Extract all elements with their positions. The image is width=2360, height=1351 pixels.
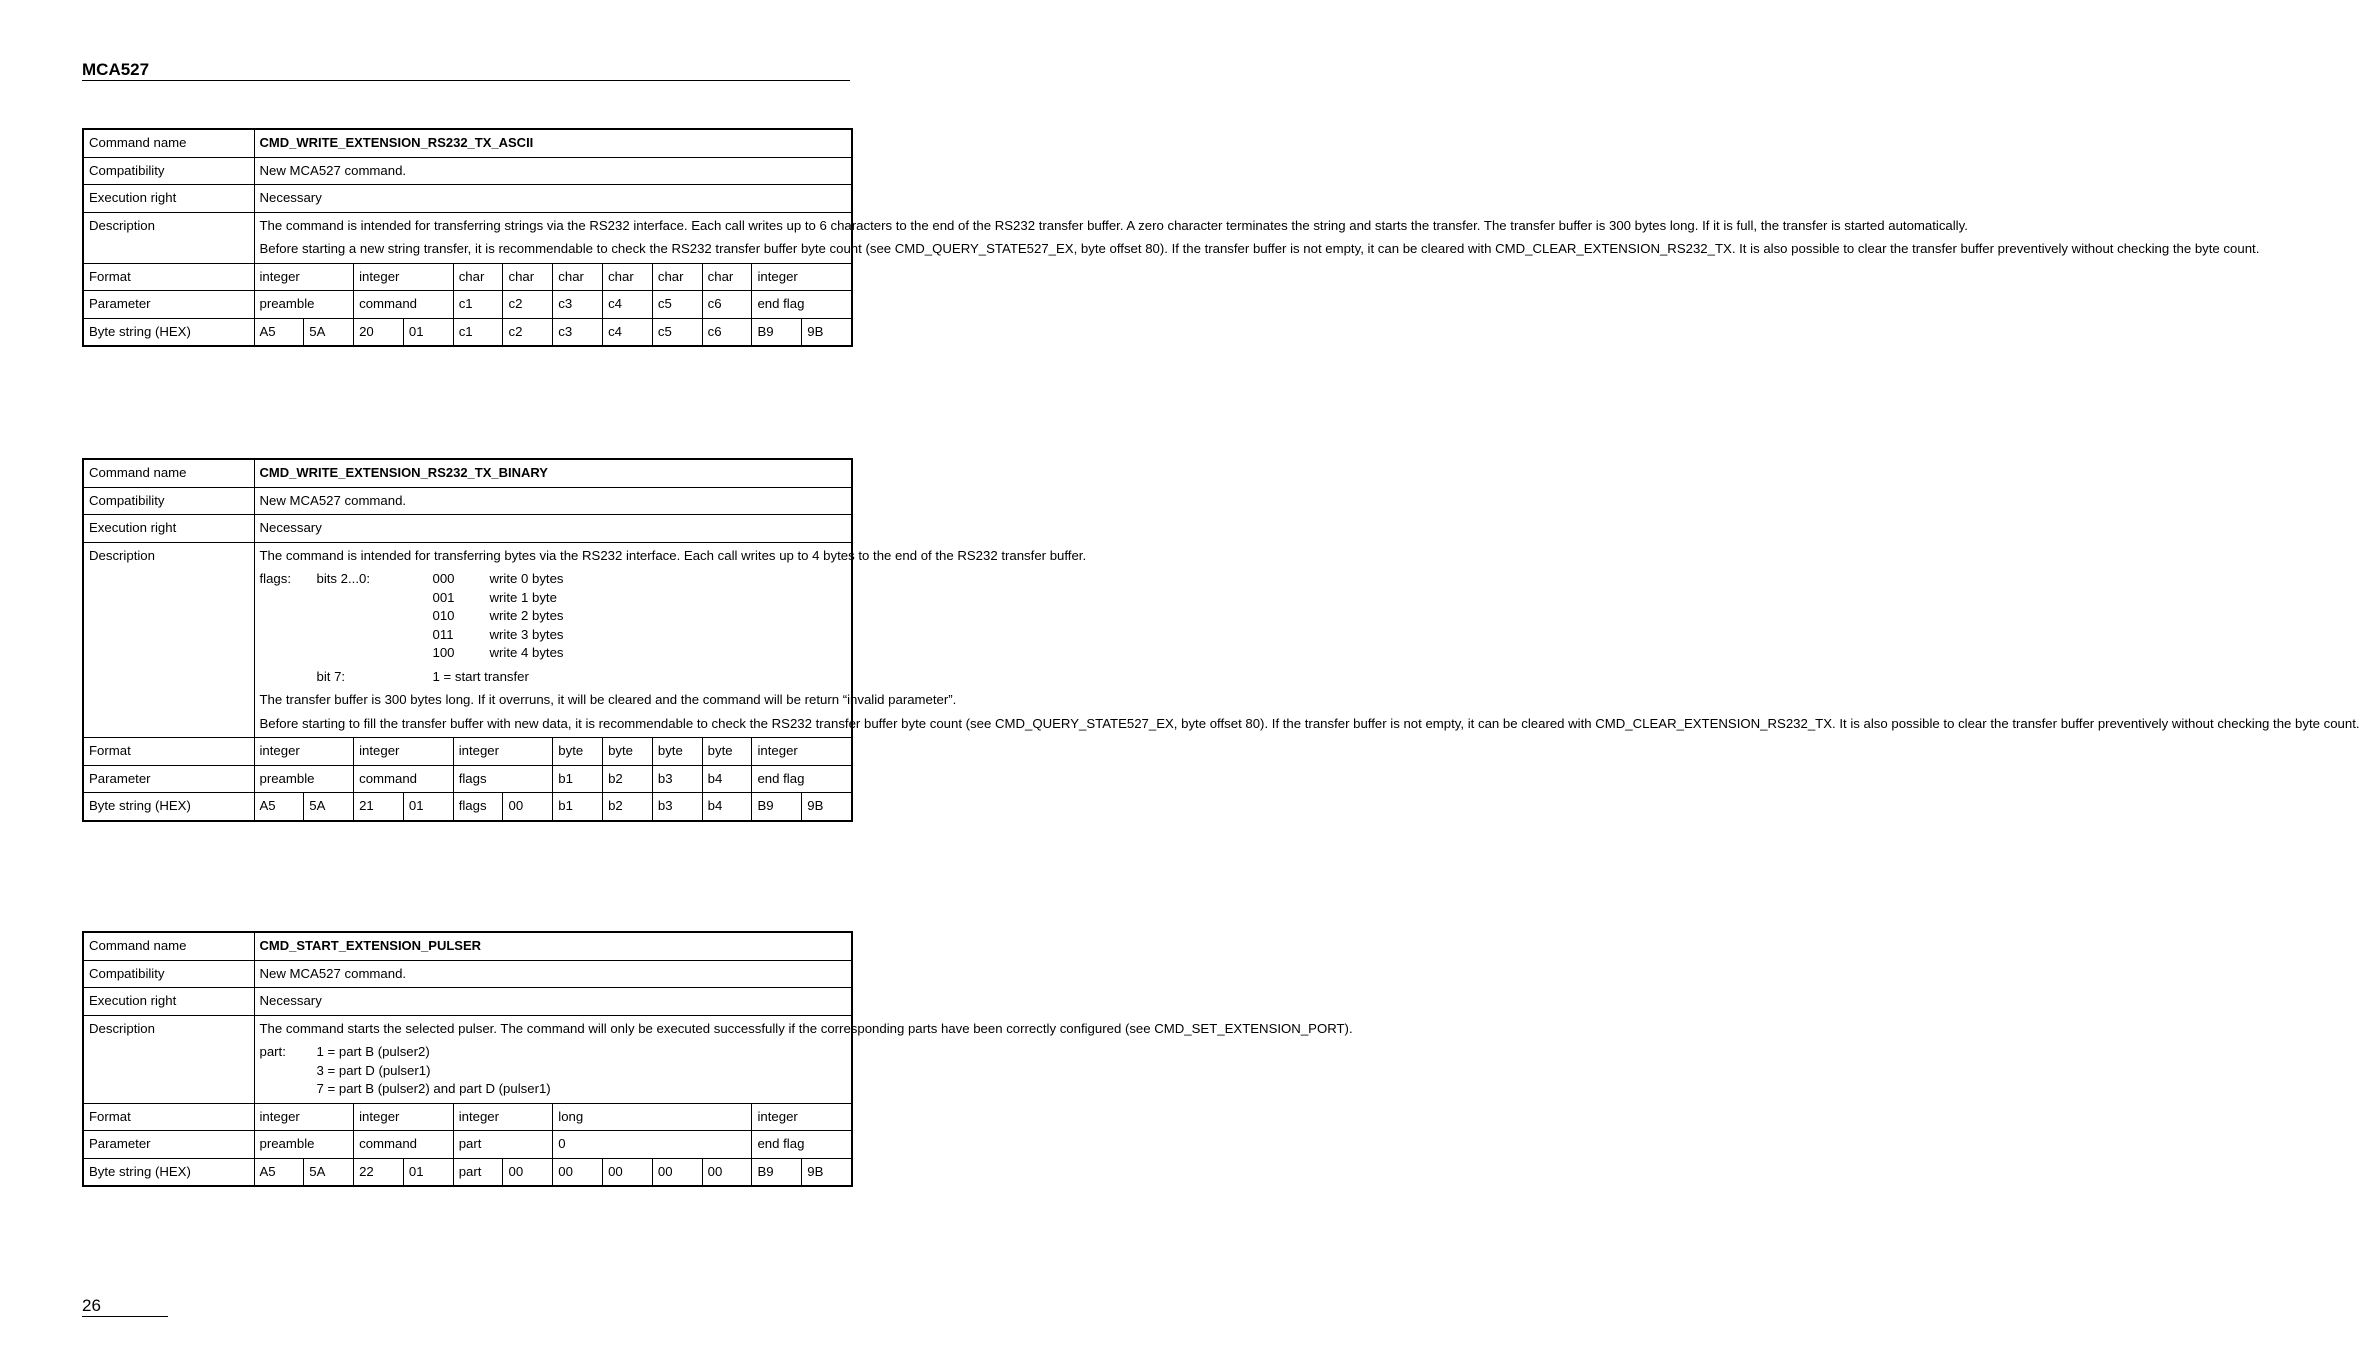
label-byte-string: Byte string (HEX) [83,318,254,346]
label-execution-right: Execution right [83,988,254,1016]
format-cell: char [702,263,752,291]
parameter-cell: c3 [553,291,603,319]
format-cell: integer [354,263,454,291]
bits-label: bits 2...0: [316,571,371,586]
parameter-cell: command [354,1131,454,1159]
page-number: 26 [82,1296,101,1315]
parameter-cell: part [453,1131,553,1159]
parameter-cell: c6 [702,291,752,319]
row-format [83,263,852,291]
byte-cell: b3 [652,793,702,821]
parameter-cell: command [354,291,454,319]
row-compatibility [83,487,852,515]
row-description [83,542,852,738]
flag-text: write 0 bytes [489,571,564,586]
command-table-start-pulser [82,931,1353,1187]
byte-cell: 00 [702,1158,752,1186]
byte-cell: c3 [553,318,603,346]
label-parameter: Parameter [83,291,254,319]
format-cell: integer [254,738,354,766]
flag-text: write 4 bytes [489,645,564,660]
parameter-cell: c4 [603,291,653,319]
command-name-value: CMD_WRITE_EXTENSION_RS232_TX_BINARY [254,459,852,487]
byte-cell: B9 [752,793,802,821]
compatibility-value: New MCA527 command. [254,157,852,185]
part-row: 3 = part D (pulser1) [316,1062,431,1078]
label-byte-string: Byte string (HEX) [83,1158,254,1186]
byte-cell: 21 [354,793,404,821]
byte-cell: 00 [503,793,553,821]
label-description: Description [83,1015,254,1103]
byte-cell: B9 [752,1158,802,1186]
parameter-cell: c5 [652,291,702,319]
row-compatibility [83,960,852,988]
row-format [83,1103,852,1131]
byte-cell: A5 [254,1158,304,1186]
row-format [83,738,852,766]
byte-cell: 9B [802,1158,852,1186]
label-compatibility: Compatibility [83,960,254,988]
byte-cell: 00 [652,1158,702,1186]
parameter-cell: b1 [553,765,603,793]
header-rule [82,80,850,81]
flag-code: 011 [432,626,454,642]
parameter-cell: preamble [254,1131,354,1159]
row-execution-right [83,515,852,543]
format-cell: integer [752,738,852,766]
label-format: Format [83,1103,254,1131]
execution-right-value: Necessary [254,185,852,213]
parameter-cell: flags [453,765,553,793]
flags-label: flags: [259,571,292,586]
flag-code: 010 [432,608,455,623]
description-value [254,542,2360,738]
label-description: Description [83,542,254,738]
byte-cell: A5 [254,318,304,346]
byte-cell: 5A [304,318,354,346]
format-cell: integer [453,1103,553,1131]
description-value [254,1015,1353,1103]
row-byte-string [83,793,852,821]
description-paragraph: The transfer buffer is 300 bytes long. If it overruns, it will be cleared and the command will be return “invalid parameter”. [259,692,957,707]
byte-cell: 9B [802,318,852,346]
format-cell: integer [354,1103,454,1131]
format-cell: integer [254,1103,354,1131]
format-cell: integer [254,263,354,291]
format-cell: byte [702,738,752,766]
description-paragraph: The command is intended for transferring strings via the RS232 interface. Each call writes up to 6 characters to the end of the RS232 transfer buffer. A zero character terminates the string and starts the transfer. The transfer buffer is 300 bytes long. If it is full, the transfer is started automatically. [259,217,1968,233]
execution-right-value: Necessary [254,515,852,543]
byte-cell: A5 [254,793,304,821]
flag-code: 000 [432,571,455,586]
format-cell: byte [652,738,702,766]
byte-cell: 00 [553,1158,603,1186]
label-command-name: Command name [83,129,254,157]
bit7-row [260,668,846,687]
parameter-cell: preamble [254,765,354,793]
format-cell: integer [752,263,852,291]
parameter-cell: b4 [702,765,752,793]
description-paragraph: Before starting a new string transfer, it is recommendable to check the RS232 transfer buffer byte count (see CMD_QUERY_STATE527_EX, byte offset 80). If the transfer buffer is not empty, it can be cleared with CMD_CLEAR_EXTENSION_RS232_TX. It is also possible to clear the transfer buffer preventively without checking the byte count. [259,241,2260,256]
format-cell: char [553,263,603,291]
flag-row [260,607,846,626]
parameter-cell: c2 [503,291,553,319]
label-format: Format [83,263,254,291]
footer-rule [82,1316,168,1317]
byte-cell: c5 [652,318,702,346]
flag-row [260,589,846,608]
byte-cell: c4 [603,318,653,346]
bit7-label: bit 7: [316,668,346,684]
format-cell: char [453,263,503,291]
byte-cell: part [453,1158,503,1186]
part-row: 7 = part B (pulser2) and part D (pulser1) [316,1081,551,1096]
part-definition [260,1043,846,1099]
parameter-cell: command [354,765,454,793]
row-command-name [83,129,852,157]
row-byte-string [83,318,852,346]
label-compatibility: Compatibility [83,157,254,185]
row-command-name [83,932,852,960]
flag-code: 100 [432,645,455,660]
compatibility-value: New MCA527 command. [254,960,852,988]
label-compatibility: Compatibility [83,487,254,515]
flag-text: write 2 bytes [489,608,564,623]
format-cell: integer [354,738,454,766]
parameter-cell: 0 [553,1131,752,1159]
parameter-cell: b3 [652,765,702,793]
label-parameter: Parameter [83,765,254,793]
flag-row [260,626,846,645]
label-description: Description [83,212,254,263]
byte-cell: b2 [603,793,653,821]
page-header-title: MCA527 [82,60,150,79]
byte-cell: b4 [702,793,752,821]
label-execution-right: Execution right [83,515,254,543]
format-cell: char [503,263,553,291]
description-paragraph: Before starting to fill the transfer buffer with new data, it is recommendable to check the RS232 transfer buffer byte count (see CMD_QUERY_STATE527_EX, byte offset 80). If the transfer buffer is not empty, it can be cleared with CMD_CLEAR_EXTENSION_RS232_TX. It is also possible to clear the transfer buffer preventively without checking the byte count. [259,715,2360,731]
parameter-cell: b2 [603,765,653,793]
row-parameter [83,1131,852,1159]
format-cell: integer [453,738,553,766]
flag-row [260,644,846,663]
row-description [83,212,852,263]
byte-cell: flags [453,793,503,821]
format-cell: byte [603,738,653,766]
flag-code: 001 [432,589,455,605]
row-execution-right [83,988,852,1016]
format-cell: integer [752,1103,852,1131]
byte-cell: c6 [702,318,752,346]
byte-cell: 5A [304,1158,354,1186]
byte-cell: 01 [403,793,453,821]
row-compatibility [83,157,852,185]
parameter-cell: end flag [752,765,852,793]
flag-text: write 1 byte [489,589,557,605]
description-paragraph: The command is intended for transferring bytes via the RS232 interface. Each call writes up to 4 bytes to the end of the RS232 transfer buffer. [259,547,1087,563]
parameter-cell: c1 [453,291,503,319]
label-byte-string: Byte string (HEX) [83,793,254,821]
label-command-name: Command name [83,932,254,960]
row-execution-right [83,185,852,213]
byte-cell: 9B [802,793,852,821]
flag-text: write 3 bytes [489,626,564,642]
byte-cell: 20 [354,318,404,346]
format-cell: char [652,263,702,291]
part-row: 1 = part B (pulser2) [316,1044,430,1059]
byte-cell: 5A [304,793,354,821]
row-parameter [83,291,852,319]
row-byte-string [83,1158,852,1186]
row-description [83,1015,852,1103]
description-value [254,212,2260,263]
byte-cell: c1 [453,318,503,346]
byte-cell: 00 [603,1158,653,1186]
format-cell: long [553,1103,752,1131]
row-command-name [83,459,852,487]
bit7-definition [260,668,846,687]
part-label: part: [259,1044,286,1059]
command-table-tx-ascii [82,128,2260,347]
byte-cell: 01 [403,318,453,346]
byte-cell: b1 [553,793,603,821]
parameter-cell: preamble [254,291,354,319]
parameter-cell: end flag [752,291,852,319]
execution-right-value: Necessary [254,988,852,1016]
byte-cell: B9 [752,318,802,346]
byte-cell: 00 [503,1158,553,1186]
command-name-value: CMD_WRITE_EXTENSION_RS232_TX_ASCII [254,129,852,157]
label-parameter: Parameter [83,1131,254,1159]
flags-definition [260,570,846,663]
format-cell: char [603,263,653,291]
description-paragraph: The command starts the selected pulser. The command will only be executed successfully if the corresponding parts have been correctly configured (see CMD_SET_EXTENSION_PORT). [259,1020,1353,1036]
label-execution-right: Execution right [83,185,254,213]
byte-cell: c2 [503,318,553,346]
byte-cell: 22 [354,1158,404,1186]
format-cell: byte [553,738,603,766]
compatibility-value: New MCA527 command. [254,487,852,515]
parameter-cell: end flag [752,1131,852,1159]
row-parameter [83,765,852,793]
byte-cell: 01 [403,1158,453,1186]
label-command-name: Command name [83,459,254,487]
label-format: Format [83,738,254,766]
command-table-tx-binary [82,458,2360,822]
bit7-text: 1 = start transfer [432,668,529,684]
command-name-value: CMD_START_EXTENSION_PULSER [254,932,852,960]
